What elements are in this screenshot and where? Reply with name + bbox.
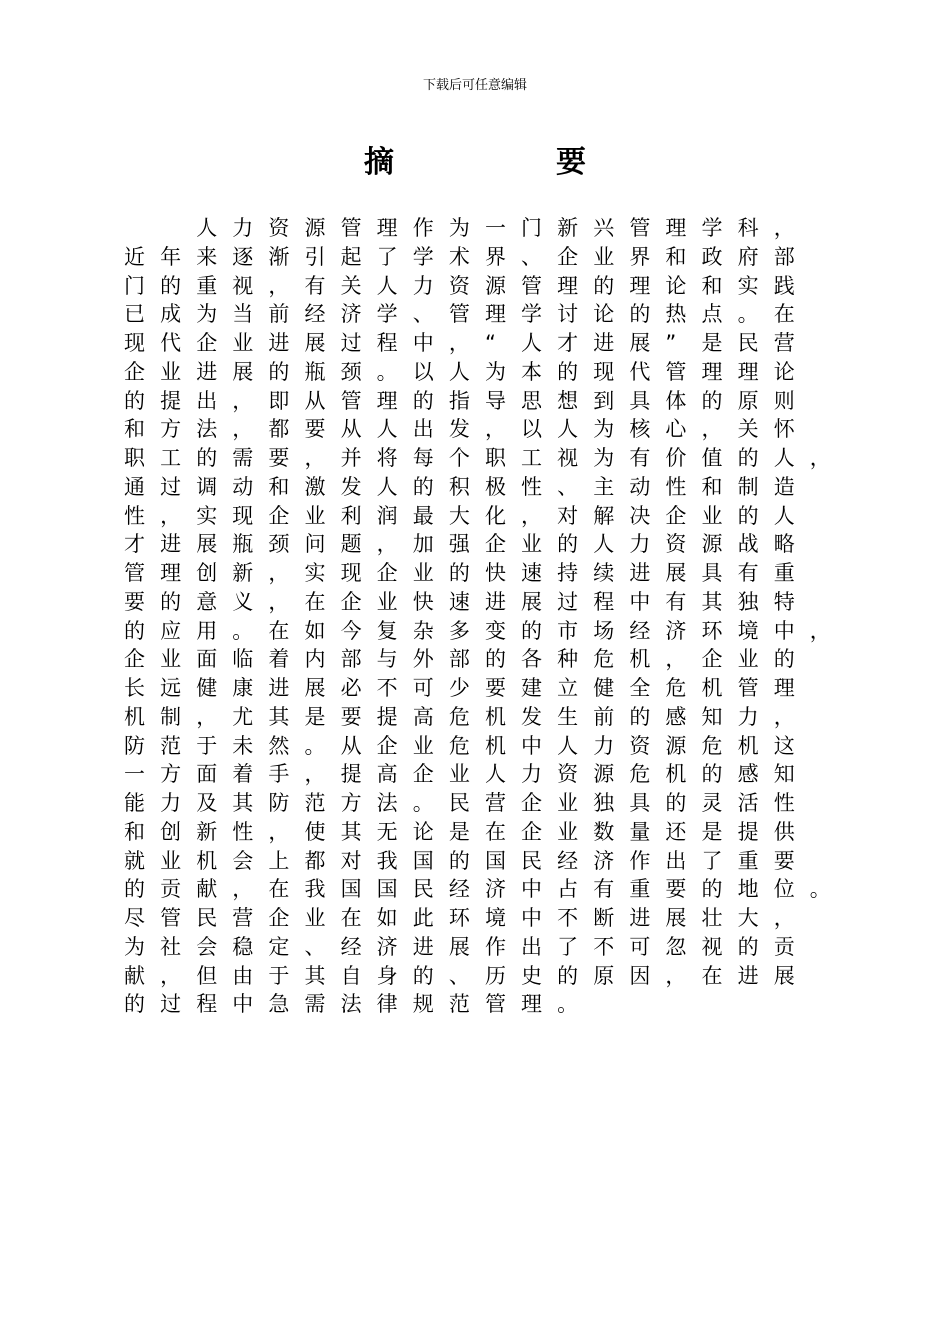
text-line: 能 力 及 其 防 范 方 法 。 民 营 企 业 独 具 的 灵 活 性 bbox=[124, 791, 795, 815]
text-line: 性 ， 实 现 企 业 利 润 最 大 化 ， 对 解 决 企 业 的 人 bbox=[124, 503, 795, 528]
text-line: 防 范 于 未 然 。 从 企 业 危 机 中 人 力 资 源 危 机 这 bbox=[124, 733, 795, 758]
text-line: 近 年 来 逐 渐 引 起 了 学 术 界 、 企 业 界 和 政 府 部 bbox=[124, 244, 795, 269]
text-line: 才 进 展 瓶 颈 问 题 ， 加 强 企 业 的 人 力 资 源 战 略 bbox=[124, 532, 795, 557]
text-line: 管 理 创 新 ， 实 现 企 业 的 快 速 持 续 进 展 具 有 重 bbox=[124, 561, 795, 585]
header-note: 下载后可任意编辑 bbox=[422, 78, 527, 93]
text-line: 献 ， 但 由 于 其 自 身 的 、 历 史 的 原 因 ， 在 进 展 bbox=[124, 963, 795, 988]
text-line: 通 过 调 动 和 激 发 人 的 积 极 性 、 主 动 性 和 制 造 bbox=[124, 474, 795, 499]
text-line: 的 应 用 。 在 如 今 复 杂 多 变 的 市 场 经 济 环 境 中 ， bbox=[124, 618, 831, 643]
text-line: 的 提 出 ， 即 从 管 理 的 指 导 思 想 到 具 体 的 原 则 bbox=[124, 388, 795, 413]
text-line: 和 创 新 性 ， 使 其 无 论 是 在 企 业 数 量 还 是 提 供 bbox=[124, 819, 795, 844]
text-line: 长 远 健 康 进 展 必 不 可 少 要 建 立 健 全 危 机 管 理 bbox=[124, 676, 795, 700]
text-line: 要 的 意 义 ， 在 企 业 快 速 进 展 过 程 中 有 其 独 特 bbox=[124, 589, 795, 614]
text-line: 企 业 面 临 着 内 部 与 外 部 的 各 种 危 机 ， 企 业 的 bbox=[124, 647, 795, 672]
text-line: 门 的 重 视 ， 有 关 人 力 资 源 管 理 的 理 论 和 实 践 bbox=[124, 273, 795, 298]
abstract-body bbox=[124, 214, 844, 1019]
page-title: 摘 要 bbox=[364, 145, 652, 180]
text-line: 的 贡 献 ， 在 我 国 国 民 经 济 中 占 有 重 要 的 地 位 。 bbox=[124, 877, 831, 902]
text-line: 企 业 进 展 的 瓶 颈 。 以 人 为 本 的 现 代 管 理 理 论 bbox=[124, 359, 795, 384]
text-line: 为 社 会 稳 定 、 经 济 进 展 作 出 了 不 可 忽 视 的 贡 bbox=[124, 934, 795, 959]
text-line: 和 方 法 ， 都 要 从 人 出 发 ， 以 人 为 核 心 ， 关 怀 bbox=[124, 417, 795, 442]
text-line: 人 力 资 源 管 理 作 为 一 门 新 兴 管 理 学 科 ， bbox=[196, 216, 795, 240]
text-line: 尽 管 民 营 企 业 在 如 此 环 境 中 不 断 进 展 壮 大 ， bbox=[124, 906, 795, 930]
text-line: 就 业 机 会 上 都 对 我 国 的 国 民 经 济 作 出 了 重 要 bbox=[124, 848, 795, 873]
text-line: 职 工 的 需 要 ， 并 将 每 个 职 工 视 为 有 价 值 的 人 ， bbox=[124, 446, 831, 470]
text-line: 现 代 企 业 进 展 过 程 中 ， “ 人 才 进 展 ” 是 民 营 bbox=[124, 331, 795, 355]
text-line: 机 制 ， 尤 其 是 要 提 高 危 机 发 生 前 的 感 知 力 ， bbox=[124, 704, 795, 729]
text-line: 的 过 程 中 急 需 法 律 规 范 管 理 。 bbox=[124, 992, 579, 1017]
text-line: 一 方 面 着 手 ， 提 高 企 业 人 力 资 源 危 机 的 感 知 bbox=[124, 762, 795, 787]
text-line: 已 成 为 当 前 经 济 学 、 管 理 学 讨 论 的 热 点 。 在 bbox=[124, 302, 795, 327]
